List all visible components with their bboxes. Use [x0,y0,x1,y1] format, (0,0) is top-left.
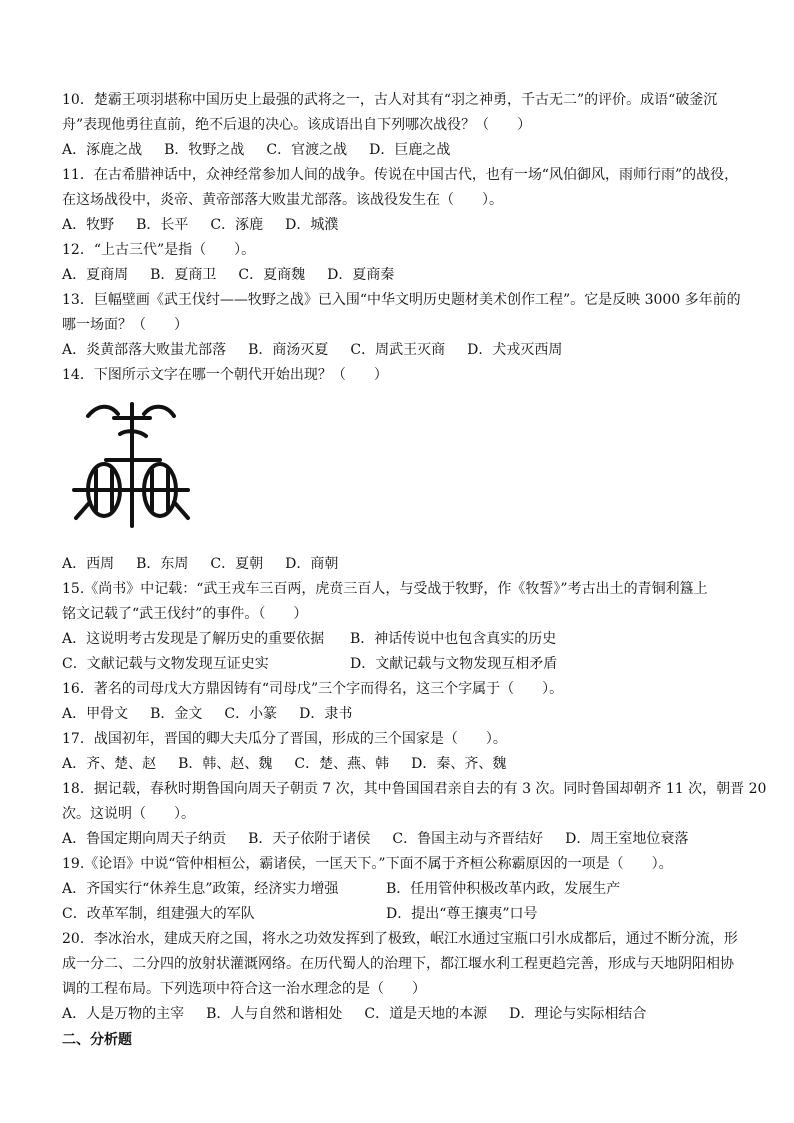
question-text: 14．下图所示文字在哪一个朝代开始出现？（ ） [62,367,388,383]
question-text: 次。这说明（ ）。 [62,806,195,822]
options-row [62,902,734,927]
option-d[interactable]: D．理论与实际相结合 [509,1006,647,1022]
option-b[interactable]: B．东周 [136,556,189,572]
exam-page [62,88,767,1053]
option-a[interactable]: A．人是万物的主宰 [62,1006,185,1022]
option-c[interactable]: C．周武王灭商 [350,342,446,358]
question-text: 哪一场面？（ ） [62,317,188,333]
option-a[interactable]: A．牧野 [62,217,115,233]
question-text: 17．战国初年，晋国的卿大夫瓜分了晋国，形成的三个国家是（ ）。 [62,731,507,747]
options-row [62,652,734,677]
ancient-script-character-icon [66,394,196,536]
question-text: 调的工程布局。下列选项中符合这一治水理念的是（ ） [62,981,426,997]
question-text: 在这场战役中，炎帝、黄帝部落大败蚩尤部落。该战役发生在（ ）。 [62,192,503,208]
option-a[interactable]: A．齐、楚、赵 [62,756,157,772]
options-row [62,827,734,852]
option-c[interactable]: C．文献记载与文物发现互证史实 [62,656,269,672]
option-b[interactable]: B．长平 [136,217,189,233]
options-row [62,702,734,727]
option-a[interactable]: A．鲁国定期向周天子纳贡 [62,831,227,847]
question-text: 15.《尚书》中记载：“武王戎车三百两，虎贲三百人，与受战于牧野，作《牧誓》”考古出土的青铜利簋上 [62,581,708,597]
option-c[interactable]: C．官渡之战 [266,142,348,158]
question-13 [62,288,741,363]
option-c[interactable]: C．楚、燕、韩 [294,756,390,772]
question-text: 13．巨幅壁画《武王伐纣——牧野之战》已入围“中华文明历史题材美术创作工程”。它是反映 3000 多年前的 [62,292,741,308]
question-10 [62,88,734,163]
option-c[interactable]: C．道是天地的本源 [364,1006,488,1022]
question-text: 12．“上古三代”是指（ ）。 [62,242,256,258]
section-heading: 二、分析题 [62,1032,132,1048]
question-14 [62,363,734,577]
option-c[interactable]: C．改革军制，组建强大的军队 [62,906,255,922]
option-b[interactable]: B．韩、赵、魏 [178,756,273,772]
question-12 [62,238,734,288]
question-text: 10．楚霸王项羽堪称中国历史上最强的武将之一，古人对其有“羽之神勇，千古无二”的评价。成语“破釜沉 [62,92,718,108]
option-a[interactable]: A．甲骨文 [62,706,129,722]
option-a[interactable]: A．涿鹿之战 [62,142,143,158]
options-row [62,213,734,238]
options-row [62,138,734,163]
options-row [62,877,734,902]
options-row [62,263,734,288]
question-18 [62,777,767,852]
option-d[interactable]: D．犬戎灭西周 [467,342,563,358]
question-text: 成一分二、二分四的放射状灌溉网络。在历代蜀人的治理下，都江堰水利工程更趋完善，形成与天地阴阳相协 [62,956,734,972]
option-b[interactable]: B．任用管仲积极改革内政，发展生产 [386,881,621,897]
option-d[interactable]: D．提出“尊王攘夷”口号 [386,906,538,922]
question-text: 19.《论语》中说“管仲相桓公，霸诸侯，一匡天下。”下面不属于齐桓公称霸原因的一项是（ ）。 [62,856,673,872]
question-text: 20．李冰治水，建成天府之国，将水之功效发挥到了极致，岷江水通过宝瓶口引水成都后，通过不断分流，形 [62,931,738,947]
option-c[interactable]: C．鲁国主动与齐晋结好 [392,831,544,847]
question-16 [62,677,734,727]
option-d[interactable]: D．夏商秦 [327,267,395,283]
question-11 [62,163,739,238]
option-c[interactable]: C．涿鹿 [210,217,264,233]
option-c[interactable]: C．小篆 [224,706,278,722]
option-d[interactable]: D．巨鹿之战 [369,142,451,158]
option-d[interactable]: D．秦、齐、魏 [411,756,507,772]
options-row [62,552,734,577]
option-d[interactable]: D．城濮 [285,217,339,233]
option-d[interactable]: D．周王室地位衰落 [565,831,689,847]
option-b[interactable]: B．商汤灭夏 [248,342,329,358]
option-a[interactable]: A．西周 [62,556,115,572]
option-c[interactable]: C．夏朝 [210,556,264,572]
question-19 [62,852,734,927]
option-b[interactable]: B．天子依附于诸侯 [248,831,371,847]
question-text: 铭文记载了“武王伐纣”的事件。（ ） [62,606,308,622]
question-text: 11．在古希腊神话中，众神经常参加人间的战争。传说在中国古代，也有一场“风伯御风，雨师行雨”的战役， [62,167,739,183]
options-row [62,338,734,363]
options-row [62,752,734,777]
question-text: 18．据记载，春秋时期鲁国向周天子朝贡 7 次，其中鲁国国君亲自去的有 3 次。同时鲁国却朝齐 11 次，朝晋 20 [62,781,767,797]
question-17 [62,727,734,777]
option-b[interactable]: B．夏商卫 [150,267,217,283]
option-a[interactable]: A．炎黄部落大败蚩尤部落 [62,342,227,358]
question-20 [62,927,738,1027]
option-a[interactable]: A．这说明考古发现是了解历史的重要依据 [62,631,325,647]
option-d[interactable]: D．商朝 [285,556,339,572]
options-row [62,627,734,652]
option-b[interactable]: B．牧野之战 [164,142,245,158]
option-a[interactable]: A．齐国实行“休养生息”政策，经济实力增强 [62,881,339,897]
option-d[interactable]: D．文献记载与文物发现互相矛盾 [350,656,558,672]
option-b[interactable]: B．金文 [150,706,203,722]
question-text: 16．著名的司母戊大方鼎因铸有“司母戊”三个字而得名，这三个字属于（ ）。 [62,681,564,697]
question-text: 舟”表现他勇往直前，绝不后退的决心。该成语出自下列哪次战役？（ ） [62,117,532,133]
question-15 [62,577,734,677]
option-c[interactable]: C．夏商魏 [238,267,306,283]
option-a[interactable]: A．夏商周 [62,267,129,283]
ancient-script-figure [62,394,734,552]
option-b[interactable]: B．人与自然和谐相处 [206,1006,343,1022]
option-d[interactable]: D．隶书 [299,706,353,722]
option-b[interactable]: B．神话传说中也包含真实的历史 [350,631,557,647]
options-row [62,1002,734,1027]
